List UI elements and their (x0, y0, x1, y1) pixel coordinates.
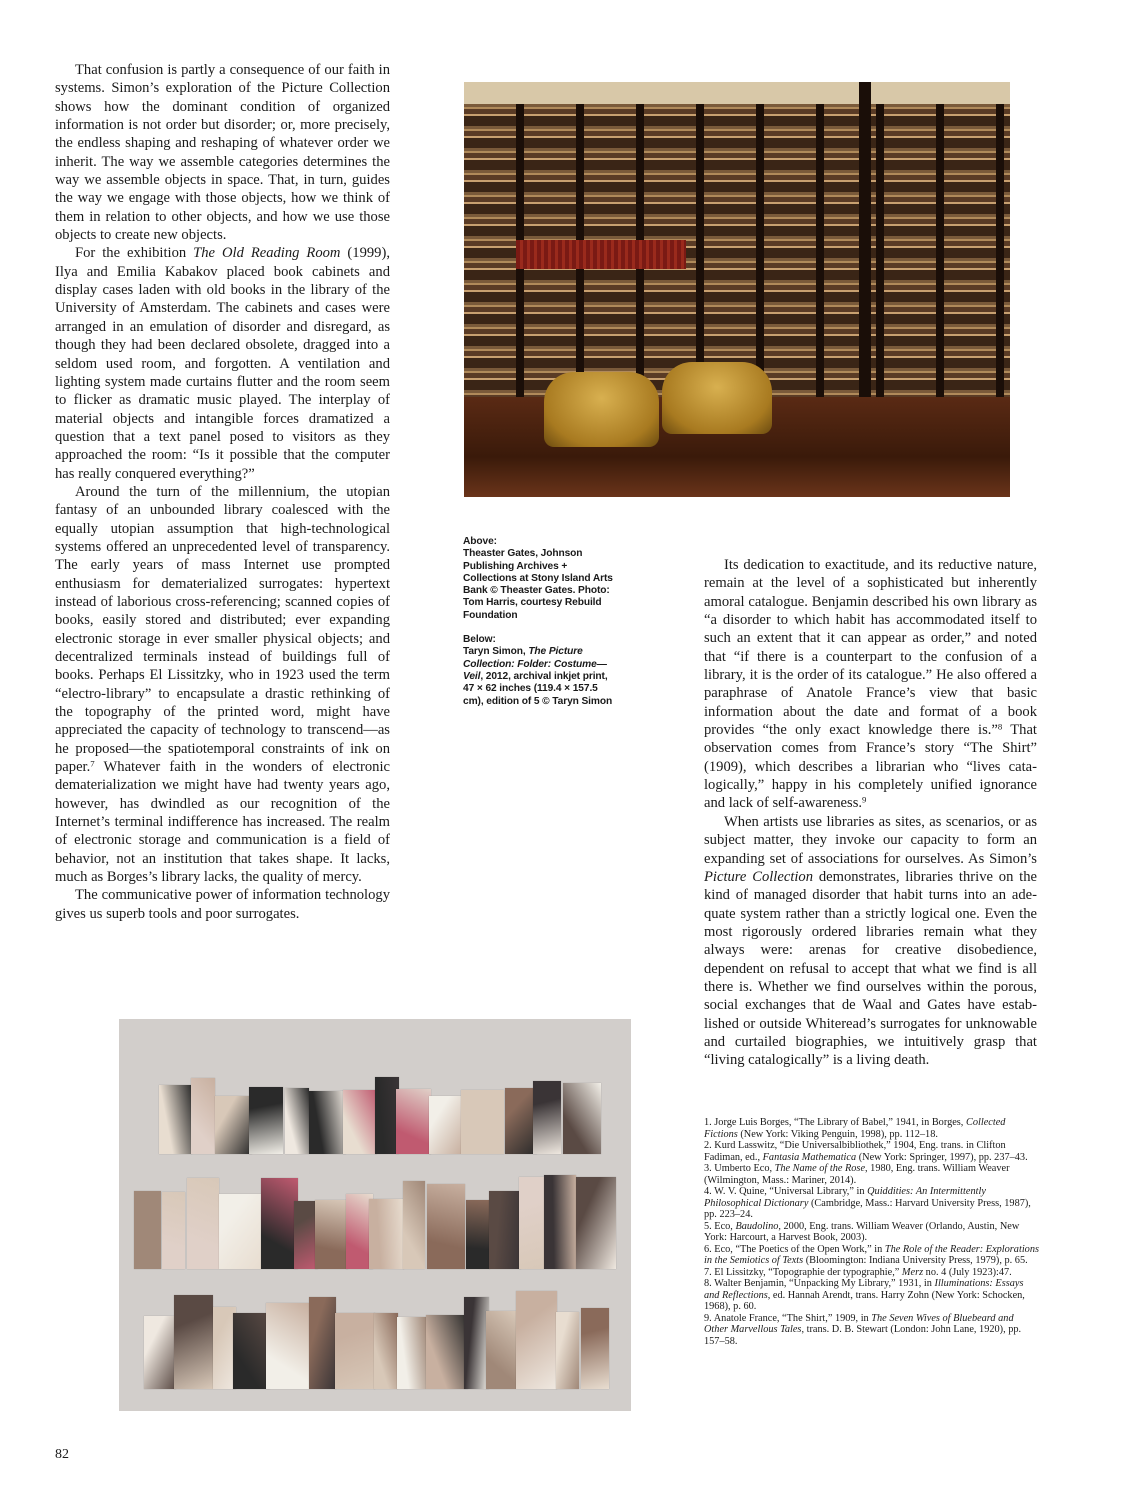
collage-picture (397, 1317, 426, 1389)
caption (463, 634, 613, 708)
collage-picture (464, 1297, 489, 1389)
collage-picture (516, 1291, 558, 1389)
collage-picture (191, 1078, 215, 1154)
paragraph (55, 61, 390, 244)
footnote (704, 1278, 1039, 1313)
collage-picture (315, 1200, 348, 1269)
footnote (704, 1186, 1039, 1221)
ceiling (464, 82, 1010, 104)
text-run: 7. El Lissitzky, “Topographie der typographie,” (704, 1266, 902, 1278)
italic-title: Merz (901, 1266, 924, 1278)
text-run: For the exhibition (75, 245, 194, 262)
text-run: 2. Kurd Lasswitz, “Die Universalbibliothek,” 1904, Eng. trans. in Clifton Fadiman, ed., (704, 1140, 1006, 1163)
text-run: no. 4 (July 1923):47. (923, 1266, 1012, 1278)
paragraph (55, 886, 390, 923)
shelf-corner (859, 82, 871, 406)
italic-title: The Old Reading Room (193, 245, 341, 262)
italic-title: Illuminations: Essays and Reflections (704, 1278, 1024, 1301)
red-book-row (516, 240, 686, 269)
text-run: demonstrates, libraries thrive on the kind of managed disorder that habit turns into an adequate system rather than a strictly logical one. Even the most rigorously ordered libraries remain what they always were: arenas for creative disobedience, dependent on refusal to accept that what we find is all there is. Whether we find ourselves within the porous, social exchanges that de Waal and Gates have established or outside Whiteread’s surrogates for unknowable and curtailed biographies, we intuitively grasp that “living catalogically” is a living death. (704, 868, 1038, 1069)
italic-title: Collected Fictions (704, 1117, 1006, 1140)
body-text-right-column (704, 556, 1037, 1070)
italic-title: The Seven Wives of Bluebeard and Other Marvellous Tales (704, 1312, 1014, 1335)
footnote-ref: 9 (862, 795, 867, 806)
collage-picture (489, 1191, 521, 1269)
collage-picture (215, 1096, 251, 1154)
italic-title: The Role of the Reader: Explorations in the Semiotics of Texts (704, 1243, 1039, 1266)
text-run: When artists use libraries as sites, as scenarios, or as subject matter, they invoke our capacity to form an expanding set of associations for ourselves. As Simon’s (704, 813, 1037, 867)
collage-picture (343, 1090, 377, 1154)
text-run: 3. Umberto Eco, (704, 1163, 775, 1174)
collage-picture (396, 1089, 431, 1154)
collage-picture (261, 1178, 298, 1269)
collage-picture (466, 1200, 490, 1269)
text-run: Around the turn of the millennium, the utopian fantasy of an unbounded library coalesced with the equally utopian assumption that high-technological systems offered an unprecedented level of transparency. The early years of mass Internet use prompted enthusiasm for dematerialized surrogates: hypertext instead of laborious cross-referencing; scanned copies of books, easily stored and distributed; ever expanding electronic storage in ever smaller physical objects; and decentralized terminals instead of buildings full of books. Perhaps El Lissitzky, who in 1923 used the term “electro-library” to encapsulate a drastic rethinking of the topography of the printed word, might have appreciated the capacity of technology to transcend—as he proposed—the spatiotemporal constraints of ink on paper. (55, 483, 390, 776)
text-run: , 2000, Eng. trans. William Weaver (Orlando, Austin, New York: Harcourt, a Harvest Book, 2003). (704, 1220, 1020, 1243)
armchair-left (544, 372, 659, 447)
text-run: That observation comes from France’s story “The Shirt” (1909), which describes a librarian who “lives catalogically,” happy in his completely unified ignorance and lack of self-awareness. (704, 722, 1037, 812)
page-number: 82 (55, 1447, 69, 1462)
collage-picture (187, 1178, 219, 1269)
footnote (704, 1244, 1039, 1267)
collage-picture (249, 1087, 283, 1154)
text-run: , trans. D. B. Stewart (London: John Lane, 1920), pp. 157–58. (704, 1324, 1022, 1347)
footnote-ref: 7 (90, 758, 95, 769)
armchair-right (662, 362, 772, 434)
paragraph (55, 483, 390, 887)
text-run: (Bloomington: Indiana University Press, 1979), p. 65. (803, 1255, 1028, 1266)
collage-picture (335, 1313, 375, 1389)
collage-picture (544, 1175, 576, 1269)
text-run: Theaster Gates, Johnson Publishing Archives + Collections at Stony Island Arts Bank © Theaster Gates. Photo: Tom Harris, courtesy Rebuild Foundation (463, 548, 613, 621)
italic-title: The Picture Collection: Folder: Costume—Veil (463, 646, 607, 682)
collage-picture (219, 1194, 261, 1269)
collage-picture (174, 1295, 213, 1389)
collage-picture (426, 1315, 468, 1389)
text-run: That confusion is partly a consequence of our faith in systems. Simon’s exploration of the Picture Collection shows how the dominant condition of organized information is not order but disorder; or, more precisely, the endless shaping and reshaping of whatever order we inherit. The way we assemble categories determines the way we assemble objects in space. That, in turn, guides the way we engage with those objects, how we think of them in relation to other objects, and how we use those objects to create new objects. (55, 62, 390, 244)
footnote (704, 1163, 1039, 1186)
footnote (704, 1313, 1039, 1348)
text-run: 4. W. V. Quine, “Universal Library,” in (704, 1186, 868, 1197)
italic-title: Quiddities: An Intermittently Philosophical Dictionary (704, 1186, 986, 1209)
collage-picture (266, 1303, 309, 1389)
footnotes (704, 1117, 1039, 1347)
text-run: Above: (463, 536, 497, 547)
body-text-left-column (55, 61, 390, 923)
collage-picture (369, 1199, 405, 1269)
text-run: (Cambridge, Mass.: Harvard University Press, 1987), pp. 223–24. (704, 1197, 1031, 1220)
image-captions (463, 536, 613, 720)
text-run: Whatever faith in the wonders of electronic dematerialization we might have had twenty years ago, however, has dwindled as our recognition of the Internet’s terminal indifference has increased. The realm of electronic storage and communication is a field of behavior, not an institution that takes shape. It lacks, much as Borges’s library lacks, the quality of mercy. (55, 759, 390, 886)
collage-picture (461, 1090, 504, 1154)
collage-picture (533, 1081, 561, 1154)
text-run: 1. Jorge Luis Borges, “The Library of Babel,” 1941, in Borges, (704, 1117, 966, 1128)
collage-picture (309, 1297, 336, 1389)
text-run: 9. Anatole France, “The Shirt,” 1909, in (704, 1312, 872, 1324)
library-photo (464, 82, 1010, 497)
footnote (704, 1117, 1039, 1140)
text-run: Taryn Simon, (463, 646, 529, 658)
paragraph (55, 244, 390, 482)
text-run: (New York: Viking Penguin, 1998), pp. 112–18. (737, 1128, 938, 1140)
text-run: 6. Eco, “The Poetics of the Open Work,” in (704, 1243, 885, 1255)
text-run: (1999), Ilya and Emilia Kabakov placed book cabinets and display cases laden with old books in the library of the University of Amsterdam. The cabinets and cases were arranged in an emulation of disorder and disregard, as though they had been declared obsolete, dragged into a seldom used room, and forgotten. A ventilation and lighting system made curtains flutter and the room seem to flicker as dramatic music played. The interplay of material objects and intangible forces dramatized a question that a text panel posed to visitors as they approached the room: “Is it possible that the computer has really conquered everything?” (55, 245, 390, 482)
collage-picture (576, 1177, 615, 1269)
collage-picture (159, 1085, 192, 1154)
collage-picture (374, 1313, 398, 1389)
collage-picture (519, 1177, 544, 1269)
text-run: Below: (463, 634, 496, 646)
footnote (704, 1140, 1039, 1163)
collage-picture (403, 1181, 425, 1269)
text-run: , ed. Hannah Arendt, trans. Harry Zohn (New York: Schocken, 1968), p. 60. (704, 1289, 1025, 1312)
collage-picture (144, 1316, 176, 1389)
collage-picture (134, 1191, 161, 1269)
collage-picture (556, 1312, 580, 1389)
collage-picture (162, 1192, 184, 1269)
italic-title: The Name of the Rose (774, 1163, 866, 1174)
collage-picture (581, 1308, 609, 1389)
text-run: 5. Eco, (704, 1220, 736, 1232)
paragraph (704, 813, 1037, 1070)
italic-title: Fantasia Mathematica (762, 1151, 857, 1163)
collage-picture (233, 1313, 270, 1389)
paragraph (704, 556, 1037, 813)
collage-picture (429, 1096, 461, 1154)
footnote-ref: 8 (997, 721, 1003, 732)
collage-picture (427, 1184, 465, 1269)
italic-title: Picture Collection (704, 868, 814, 885)
text-run: (New York: Springer, 1997), pp. 237–43. (856, 1151, 1028, 1163)
caption (463, 536, 613, 622)
collage-picture (505, 1088, 537, 1154)
collage-picture (486, 1311, 516, 1389)
footnote (704, 1221, 1039, 1244)
collage-picture (309, 1091, 346, 1154)
footnote (704, 1267, 1039, 1279)
text-run: Its dedication to exactitude, and its reductive nature, remain at the level of a sophisticated but inherently amoral catalogue. Benjamin described his own library as “a disorder to which habit has accommodated itself to such an extent that it can appear as order,” and noted that “if there is a counterpart to the confusion of a library, it is the order of its catalogue.” He also offered a paraphrase of Anatole France’s view that basic information about the date and format of a book provides “the only exact knowledge there is.” (704, 557, 1037, 739)
text-run: , 2012, archival inkjet print, 47 × 62 inches (119.4 × 157.5 cm), edition of 5 © Taryn Simon (463, 670, 613, 707)
text-run: The communicative power of information technology gives us superb tools and poor surrogates. (55, 887, 390, 922)
text-run: 8. Walter Benjamin, “Unpacking My Library,” 1931, in (704, 1278, 935, 1289)
picture-collection-photo (119, 1019, 631, 1411)
collage-picture (285, 1088, 310, 1154)
italic-title: Baudolino (735, 1220, 779, 1232)
text-run: , 1980, Eng. trans. William Weaver (Wilmington, Mass.: Mariner, 2014). (704, 1163, 1010, 1186)
collage-picture (563, 1083, 601, 1154)
